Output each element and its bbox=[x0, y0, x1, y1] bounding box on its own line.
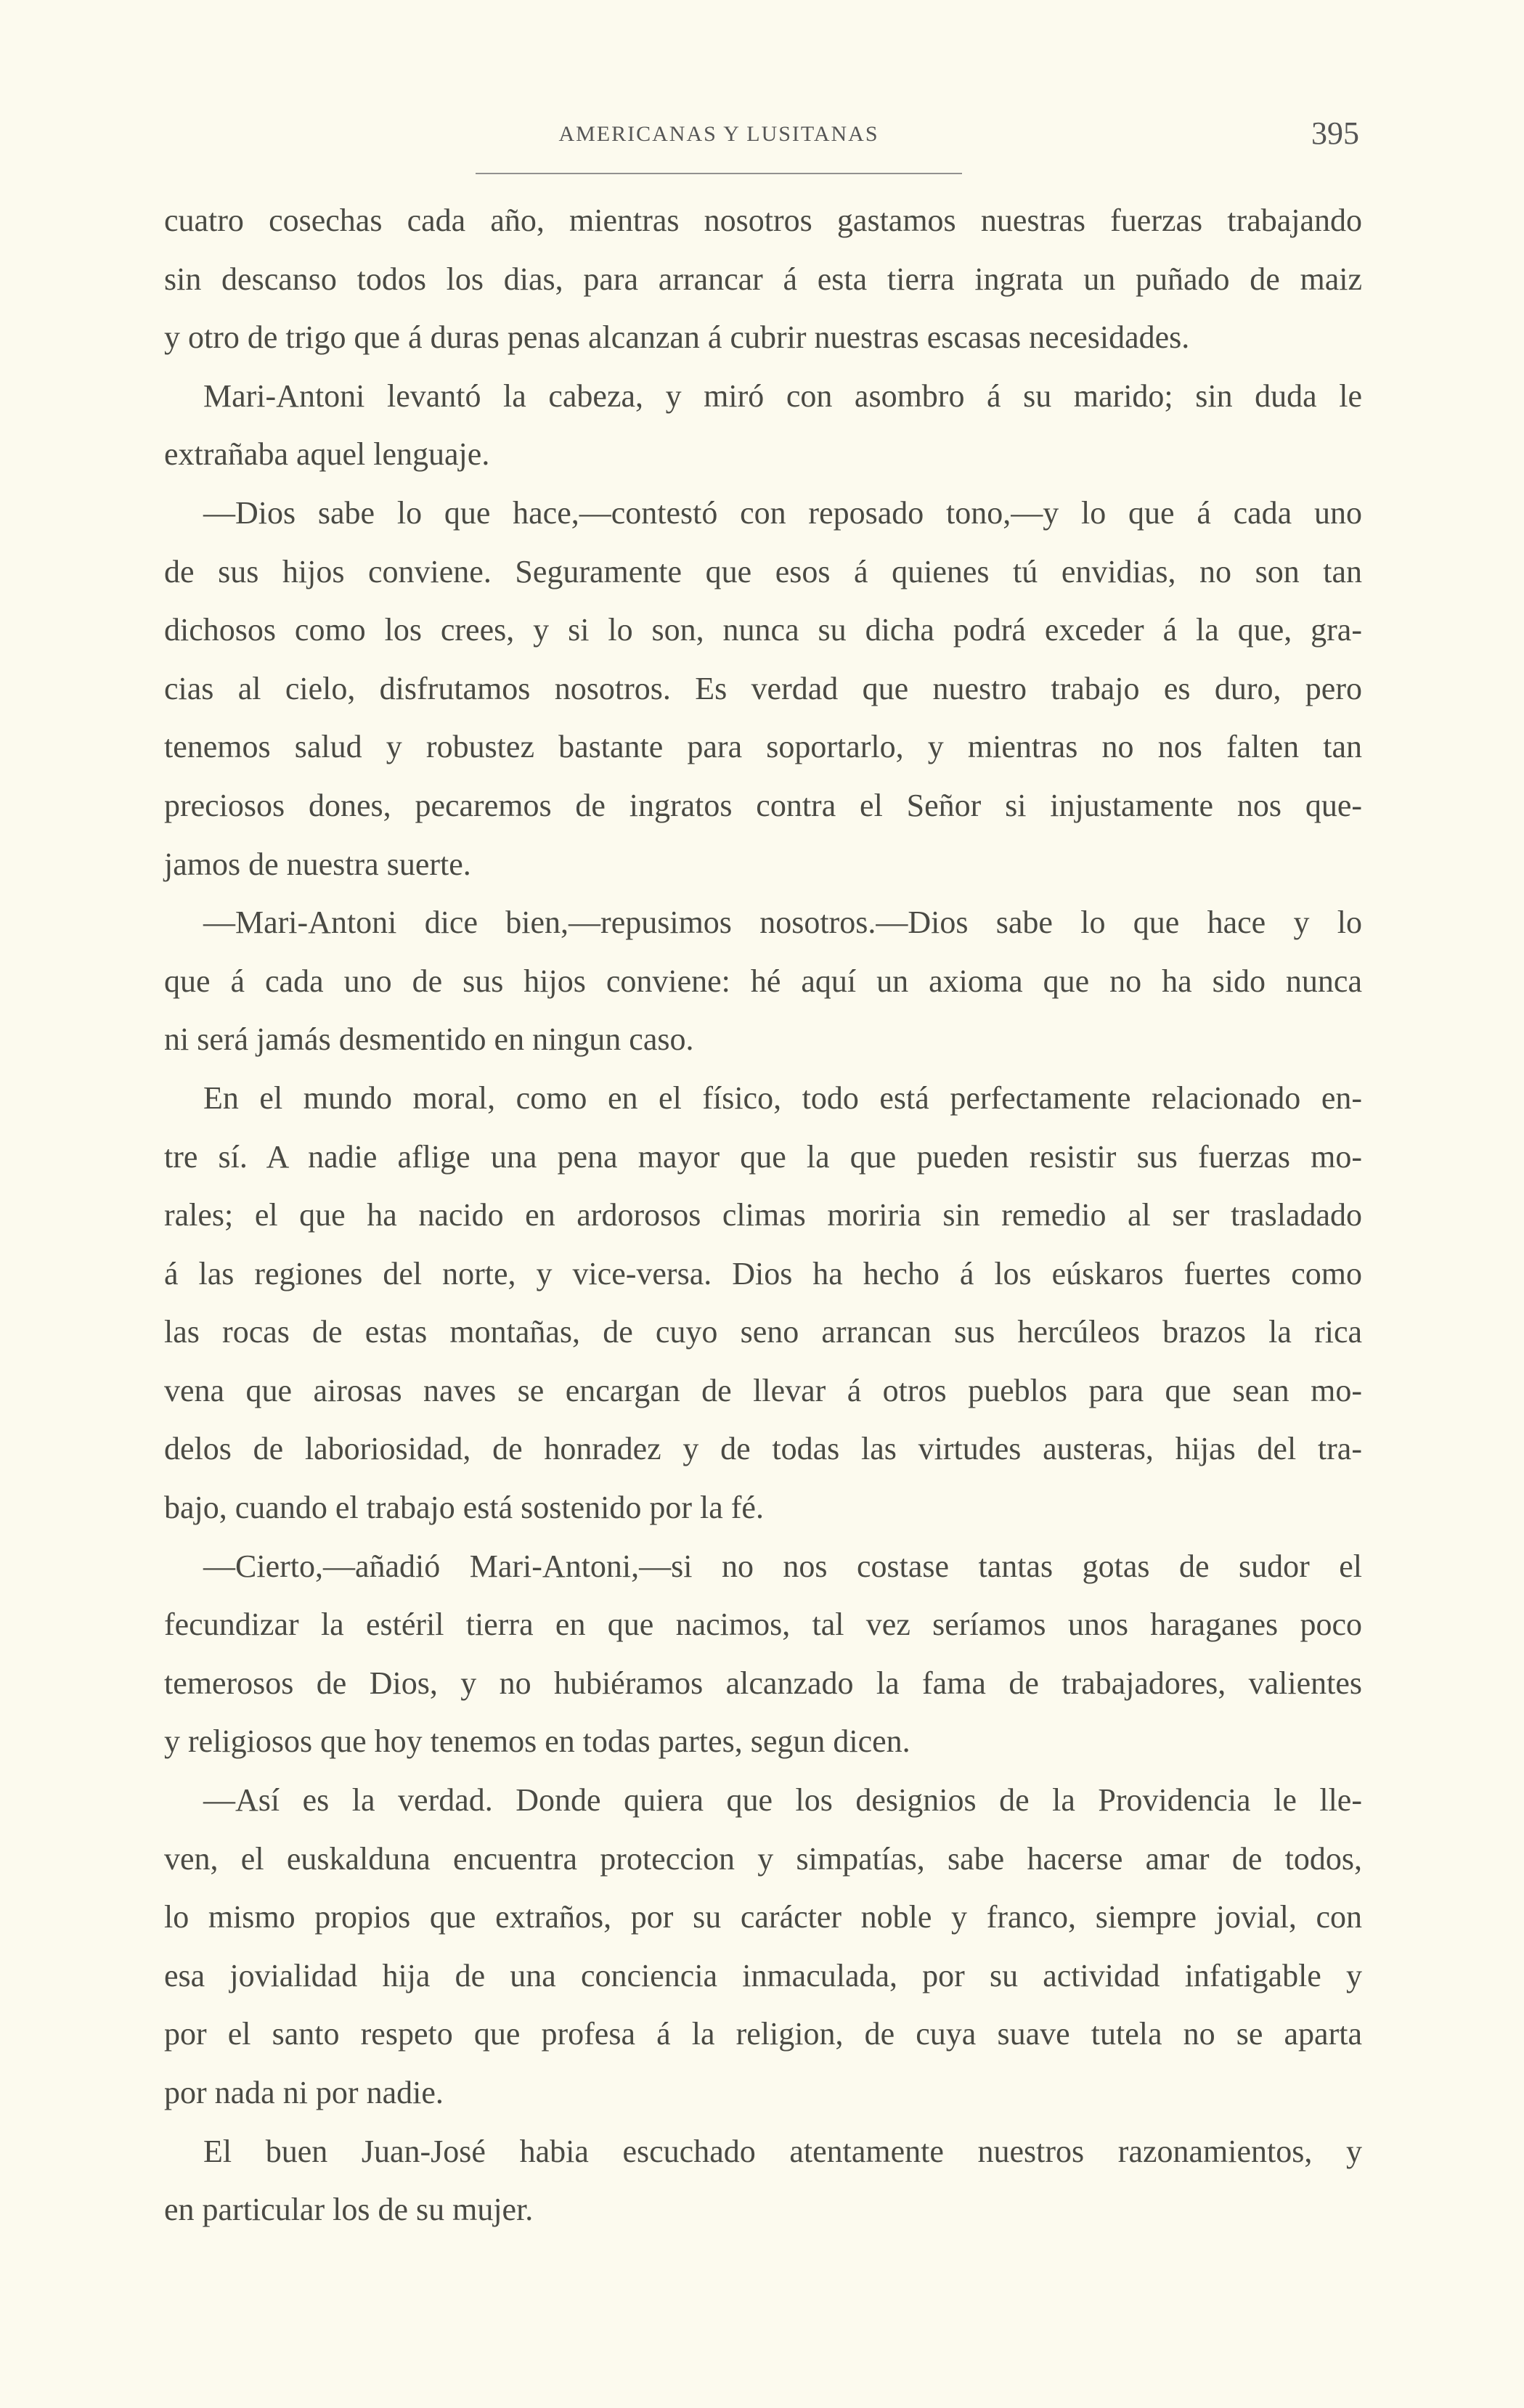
text-line: jamos de nuestra suerte. bbox=[164, 846, 471, 882]
text-line: —Mari-Antoni dice bien,—repusimos nosotros.—Dios sabe lo que hace y lo bbox=[203, 905, 1362, 941]
text-line: tenemos salud y robustez bastante para soportarlo, y mientras no nos falten tan bbox=[164, 729, 1362, 765]
paragraph bbox=[164, 1069, 1362, 1538]
text-line: y religiosos que hoy tenemos en todas partes, segun dicen. bbox=[164, 1723, 910, 1760]
header-rule bbox=[476, 173, 962, 174]
text-line: esa jovialidad hija de una conciencia inmaculada, por su actividad infatigable y bbox=[164, 1957, 1362, 1993]
text-line: En el mundo moral, como en el físico, todo está perfectamente relacionado en- bbox=[203, 1079, 1362, 1116]
running-title: AMERICANAS Y LUSITANAS bbox=[558, 122, 879, 146]
text-line: dichosos como los crees, y si lo son, nunca su dicha podrá exceder á la que, gra- bbox=[164, 612, 1362, 648]
text-line: —Así es la verdad. Donde quiera que los designios de la Providencia le lle- bbox=[203, 1782, 1362, 1819]
paragraph bbox=[164, 367, 1362, 484]
paragraph bbox=[164, 894, 1362, 1069]
paragraph bbox=[164, 1771, 1362, 2123]
text-line: preciosos dones, pecaremos de ingratos contra el Señor si injustamente nos que- bbox=[164, 787, 1362, 823]
text-line: extrañaba aquel lenguaje. bbox=[164, 436, 490, 473]
paragraph bbox=[164, 1538, 1362, 1771]
text-line: delos de laboriosidad, de honradez y de todas las virtudes austeras, hijas del tra- bbox=[164, 1431, 1362, 1467]
text-line: y otro de trigo que á duras penas alcanzan á cubrir nuestras escasas necesidades. bbox=[164, 319, 1190, 356]
text-line: temerosos de Dios, y no hubiéramos alcanzado la fama de trabajadores, valientes bbox=[164, 1665, 1362, 1701]
text-line: El buen Juan-José habia escuchado atentamente nuestros razonamientos, y bbox=[203, 2133, 1362, 2169]
text-line: ni será jamás desmentido en ningun caso. bbox=[164, 1021, 694, 1058]
text-line: á las regiones del norte, y vice-versa. Dios ha hecho á los eúskaros fuertes como bbox=[164, 1255, 1362, 1291]
text-line: las rocas de estas montañas, de cuyo seno arrancan sus hercúleos brazos la rica bbox=[164, 1314, 1362, 1350]
text-line: —Cierto,—añadió Mari-Antoni,—si no nos costase tantas gotas de sudor el bbox=[203, 1548, 1362, 1584]
text-line: tre sí. A nadie aflige una pena mayor que la que pueden resistir sus fuerzas mo- bbox=[164, 1138, 1362, 1175]
text-line: bajo, cuando el trabajo está sostenido por la fé. bbox=[164, 1490, 764, 1526]
text-line: por nada ni por nadie. bbox=[164, 2075, 444, 2110]
paragraph bbox=[164, 192, 1362, 367]
body-text bbox=[164, 192, 1362, 2240]
page-number: 395 bbox=[1311, 115, 1359, 151]
text-line: sin descanso todos los dias, para arrancar á esta tierra ingrata un puñado de maiz bbox=[164, 261, 1362, 297]
text-line: fecundizar la estéril tierra en que nacimos, tal vez seríamos unos haraganes poco bbox=[164, 1607, 1362, 1643]
text-line: que á cada uno de sus hijos conviene: hé aquí un axioma que no ha sido nunca bbox=[164, 963, 1362, 999]
text-line: —Dios sabe lo que hace,—contestó con reposado tono,—y lo que á cada uno bbox=[203, 494, 1362, 531]
text-line: Mari-Antoni levantó la cabeza, y miró con asombro á su marido; sin duda le bbox=[203, 377, 1362, 414]
paragraph bbox=[164, 2123, 1362, 2240]
text-line: por el santo respeto que profesa á la religion, de cuya suave tutela no se aparta bbox=[164, 2016, 1362, 2052]
text-line: en particular los de su mujer. bbox=[164, 2192, 534, 2228]
paragraph bbox=[164, 484, 1362, 894]
text-line: ven, el euskalduna encuentra proteccion y simpatías, sabe hacerse amar de todos, bbox=[164, 1840, 1362, 1877]
text-line: cias al cielo, disfrutamos nosotros. Es verdad que nuestro trabajo es duro, pero bbox=[164, 670, 1362, 706]
text-line: lo mismo propios que extraños, por su carácter noble y franco, siempre jovial, con bbox=[164, 1899, 1362, 1935]
text-line: cuatro cosechas cada año, mientras nosotros gastamos nuestras fuerzas trabajando bbox=[164, 203, 1362, 238]
text-line: rales; el que ha nacido en ardorosos climas moriria sin remedio al ser trasladado bbox=[164, 1197, 1362, 1233]
text-line: de sus hijos conviene. Seguramente que esos á quienes tú envidias, no son tan bbox=[164, 553, 1362, 589]
text-line: vena que airosas naves se encargan de llevar á otros pueblos para que sean mo- bbox=[164, 1372, 1362, 1408]
